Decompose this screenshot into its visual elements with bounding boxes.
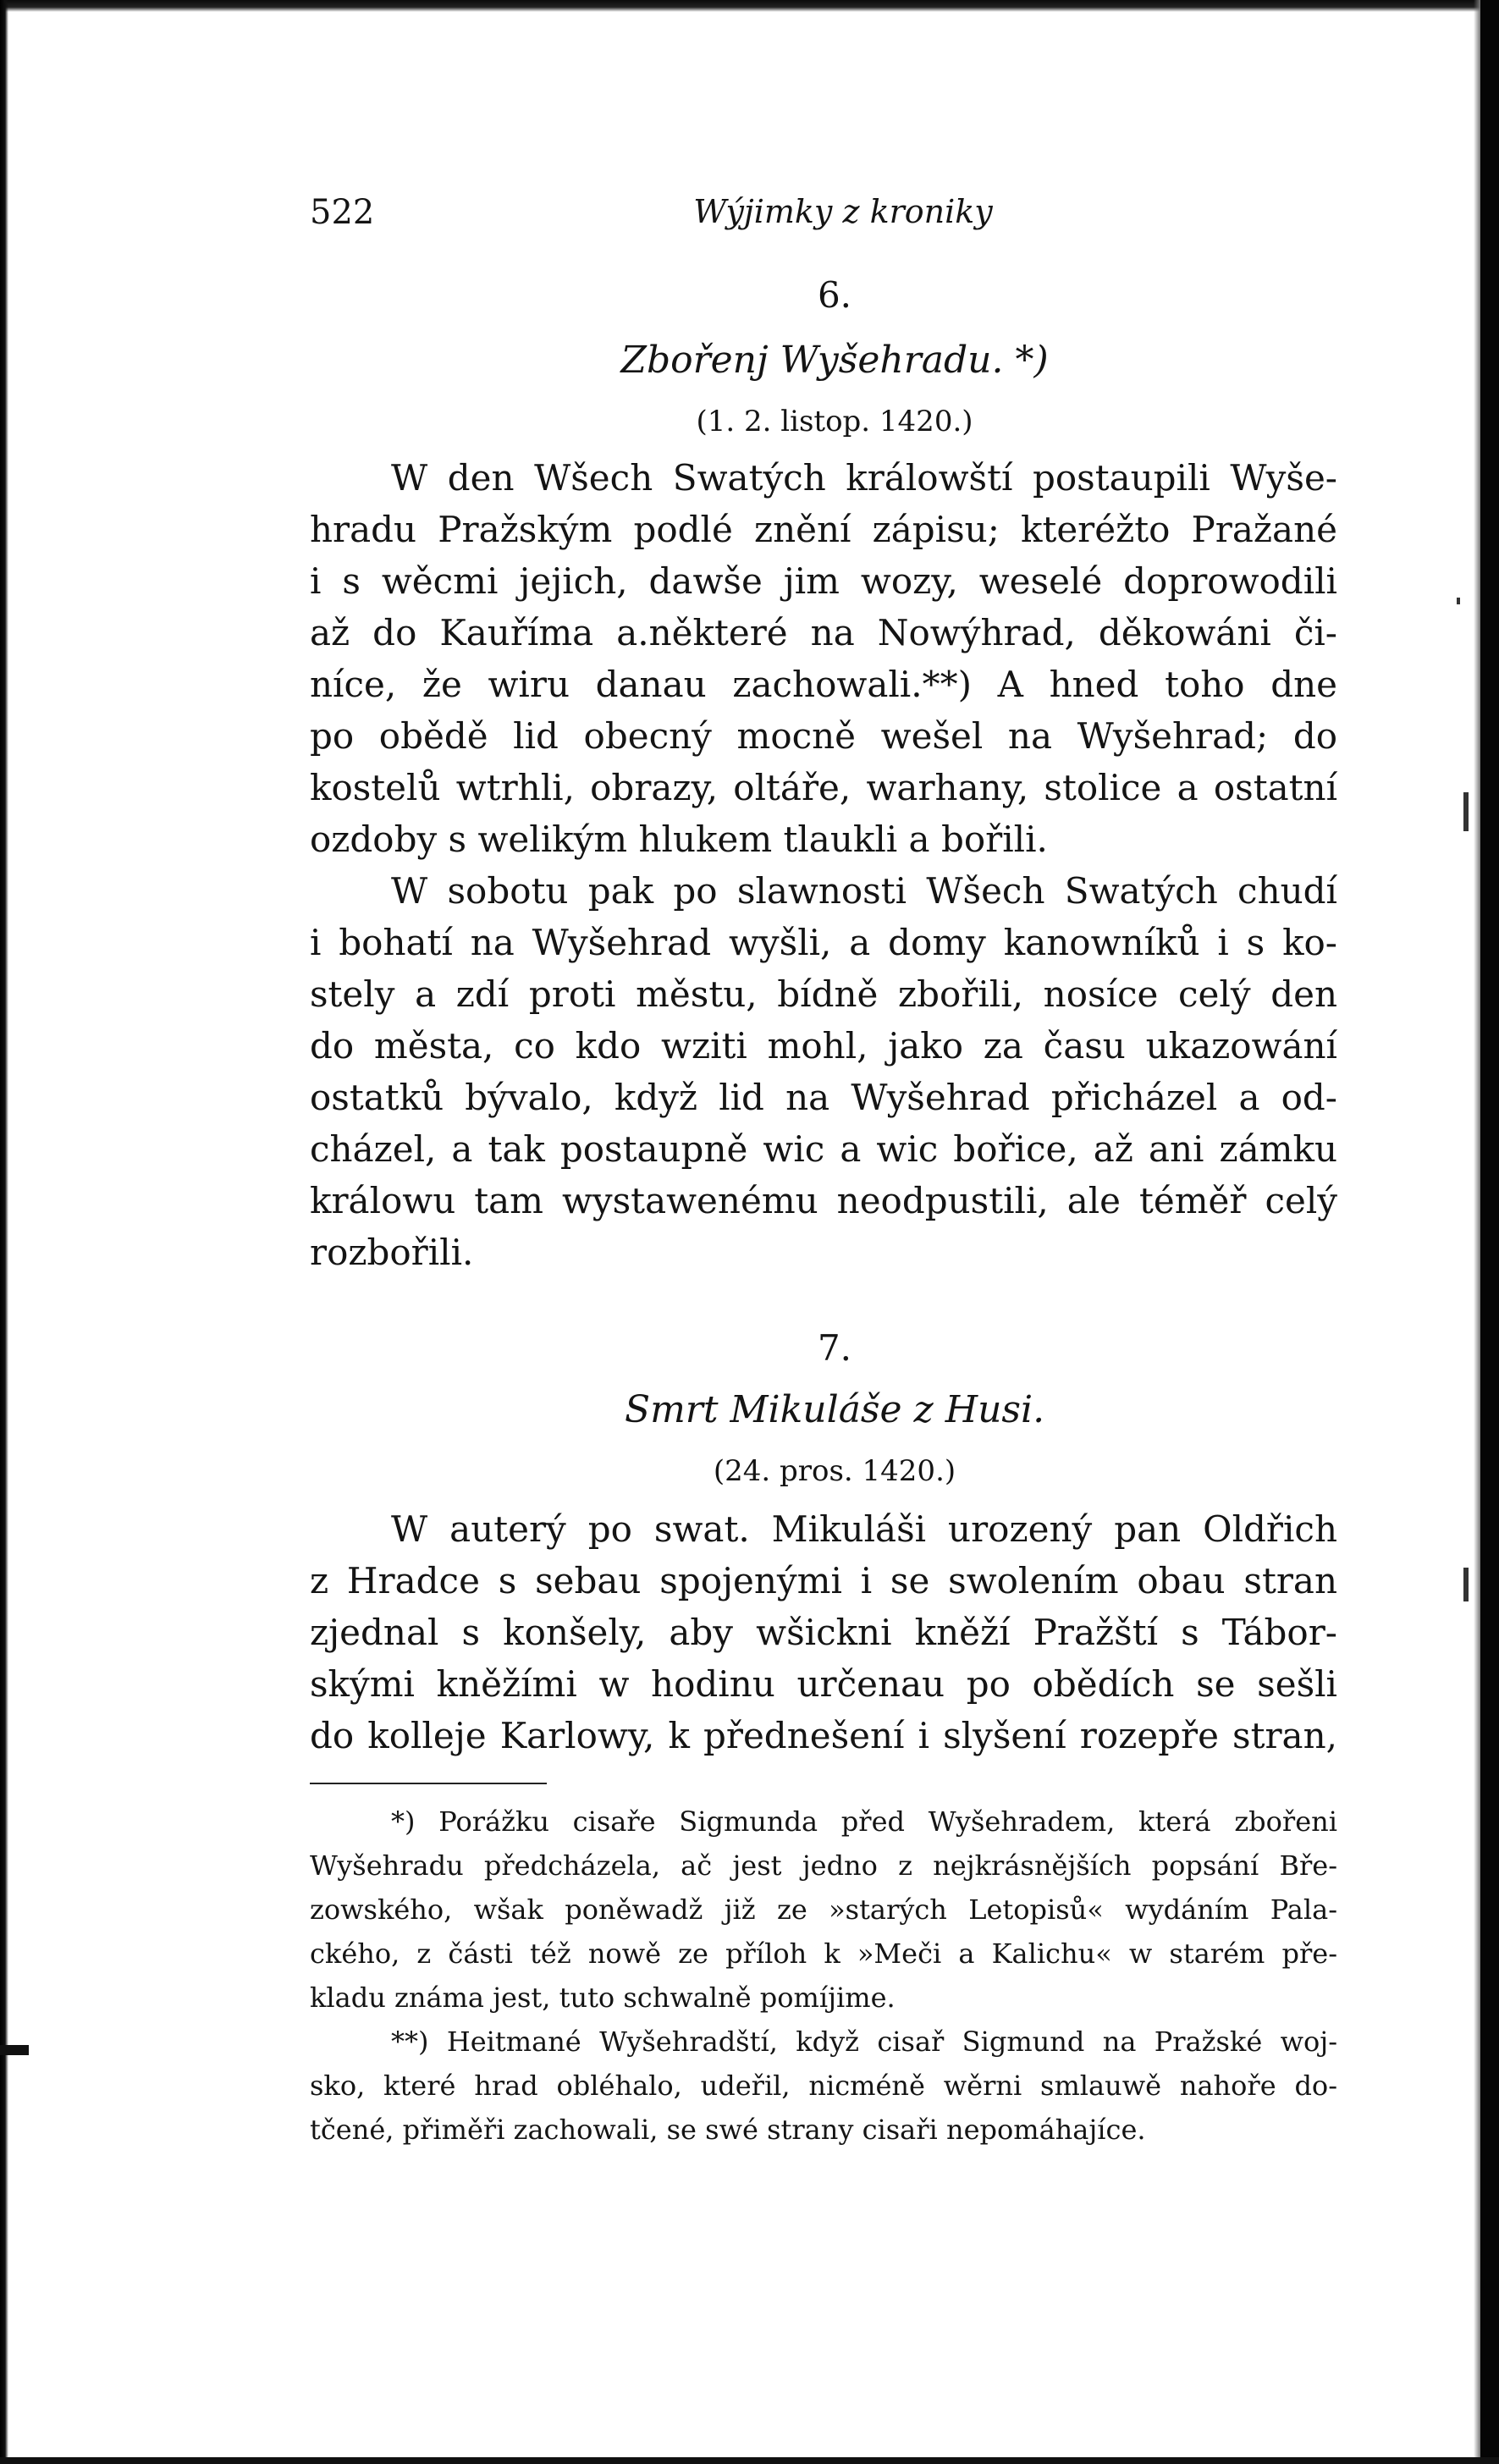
text-line: cházel, a tak postaupně wic a wic bořice, až ani zámku — [310, 1128, 1337, 1170]
text-line: ostatků bývalo, když lid na Wyšehrad přicházel a od- — [310, 1077, 1337, 1118]
scan-edge-shadow — [1474, 0, 1480, 2464]
footnote-line: zowského, wšak poněwadž již ze »starých Letopisů« wydáním Pala- — [310, 1893, 1337, 1926]
footnote-line: ckého, z části též nowě ze příloh k »Meči a Kalichu« w starém pře- — [310, 1938, 1337, 1970]
scan-edge-bottom — [0, 2457, 1499, 2464]
scan-margin-mark — [0, 2045, 29, 2055]
footnote-line: kladu známa jest, tuto schwalně pomíjime. — [310, 1982, 896, 2014]
footnote-line: tčené, přiměři zachowali, se swé strany cisaři nepomáhajíce. — [310, 2114, 1146, 2146]
page-number: 522 — [310, 193, 375, 232]
text-line: z Hradce s sebau spojenými i se swolením obau stran — [310, 1560, 1337, 1601]
page-header — [310, 193, 1359, 240]
text-line: W sobotu pak po slawnosti Wšech Swatých chudí — [391, 870, 1337, 912]
text-line: skými kněžími w hodinu určenau po obědích se sešli — [310, 1663, 1337, 1705]
scan-edge-right — [1480, 0, 1499, 2464]
section-number: 7. — [817, 1327, 852, 1369]
footnote-divider — [310, 1783, 547, 1784]
section-title: Zbořenj Wyšehradu. *) — [620, 339, 1049, 382]
section-number: 6. — [817, 274, 852, 316]
footnote-line: Wyšehradu předcházela, ač jest jedno z nejkrásnějších popsání Bře- — [310, 1849, 1337, 1882]
footnote-line: sko, které hrad obléhalo, udeřil, nicméně wěrni smlauwě nahoře do- — [310, 2070, 1337, 2102]
scan-edge-left — [0, 0, 8, 2464]
text-line: níce, že wiru danau zachowali.**) A hned toho dne — [310, 664, 1337, 705]
paragraph — [310, 1503, 1337, 1761]
paragraph — [310, 865, 1337, 1278]
text-line: stely a zdí proti městu, bídně zbořili, nosíce celý den — [310, 973, 1337, 1015]
section-date: (24. pros. 1420.) — [713, 1454, 956, 1488]
footnotes — [310, 1800, 1337, 2152]
scan-margin-mark — [1463, 1568, 1469, 1601]
scan-edge-top — [0, 0, 1499, 12]
text-line: zjednal s konšely, aby wšickni kněží Pražští s Tábor- — [310, 1612, 1337, 1653]
footnote-line: *) Porážku cisaře Sigmunda před Wyšehradem, která zbořeni — [391, 1805, 1337, 1838]
text-line: rozbořili. — [310, 1232, 474, 1273]
text-line: do kolleje Karlowy, k přednešení i slyšení rozepře stran, — [310, 1715, 1337, 1756]
text-line: i s wěcmi jejich, dawše jim wozy, weselé doprowodili — [310, 560, 1337, 602]
footnote-line: **) Heitmané Wyšehradští, když cisař Sigmund na Pražské woj- — [391, 2026, 1337, 2058]
text-line: hradu Pražským podlé znění zápisu; kteréžto Pražané — [310, 509, 1337, 550]
text-line: po obědě lid obecný mocně wešel na Wyšehrad; do — [310, 715, 1337, 757]
paragraph — [310, 452, 1337, 865]
text-line: králowu tam wystawenému neodpustili, ale téměř celý — [310, 1180, 1337, 1221]
scan-margin-mark — [1463, 792, 1469, 831]
text-line: W auterý po swat. Mikuláši urozený pan Oldřich — [391, 1508, 1337, 1550]
text-line: i bohatí na Wyšehrad wyšli, a domy kanowníků i s ko- — [310, 922, 1337, 963]
text-line: do města, co kdo wziti mohl, jako za času ukazowání — [310, 1025, 1337, 1067]
text-line: W den Wšech Swatých králowští postaupili Wyše- — [391, 457, 1337, 499]
section-date: (1. 2. listop. 1420.) — [696, 405, 973, 438]
section-title: Smrt Mikuláše z Husi. — [624, 1388, 1045, 1431]
scan-margin-mark — [1457, 598, 1460, 604]
text-line: ozdoby s welikým hlukem tlaukli a bořili. — [310, 819, 1048, 860]
text-line: až do Kauříma a.některé na Nowýhrad, děkowáni či- — [310, 612, 1337, 653]
text-line: kostelů wtrhli, obrazy, oltáře, warhany, stolice a ostatní — [310, 767, 1337, 808]
running-title: Wýjimky z kroniky — [693, 193, 993, 230]
